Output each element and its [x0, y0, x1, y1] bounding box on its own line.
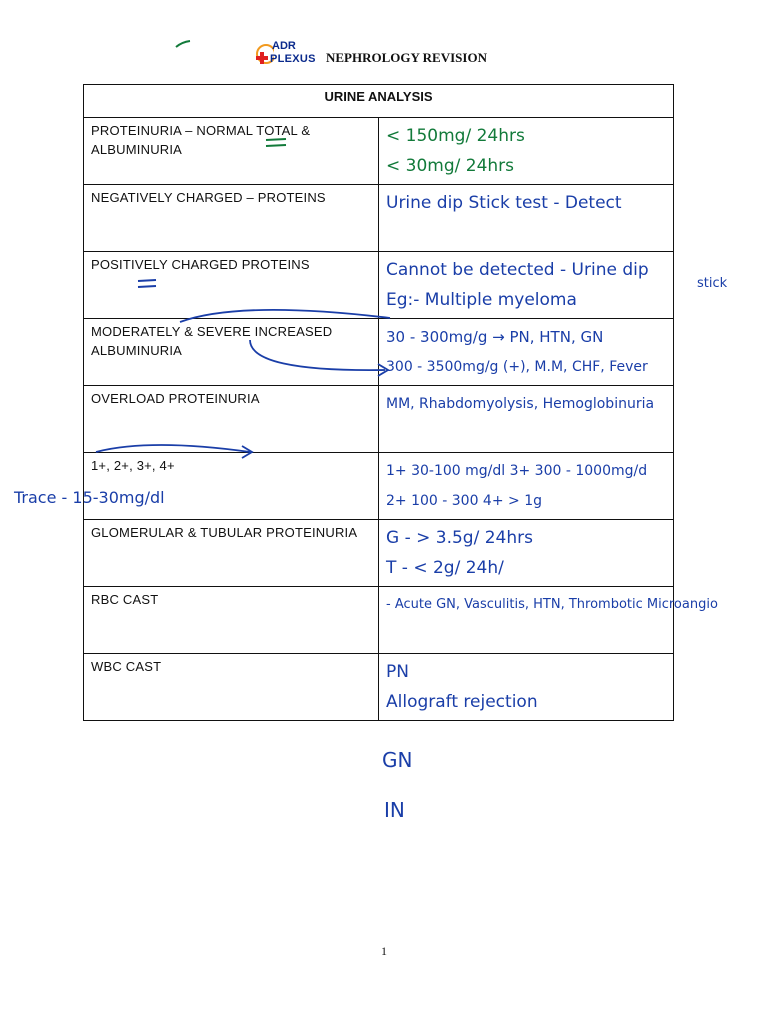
margin-note-stick: stick: [697, 276, 728, 291]
handwritten-note: 30 - 300mg/g → PN, HTN, GN: [386, 328, 604, 346]
handwritten-note: MM, Rhabdomyolysis, Hemoglobinuria: [386, 396, 655, 412]
row-notes: [379, 185, 674, 252]
handwritten-note: T - < 2g/ 24h/: [386, 558, 504, 578]
row-notes: [379, 520, 674, 587]
margin-note-extra-2: IN: [384, 798, 405, 822]
table-heading-row: [84, 85, 674, 118]
green-tick-mark: [176, 41, 190, 47]
handwritten-note: Eg:- Multiple myeloma: [386, 290, 577, 310]
row-notes: [379, 453, 674, 520]
row-notes: [379, 654, 674, 721]
page-number: 1: [381, 944, 387, 958]
table-row: [84, 587, 674, 654]
handwritten-note: 2+ 100 - 300 4+ > 1g: [386, 493, 542, 509]
margin-note-trace: Trace - 15-30mg/dl: [14, 488, 165, 507]
table-heading: URINE ANALYSIS: [84, 85, 674, 118]
page-header: [252, 36, 512, 80]
table-row: [84, 185, 674, 252]
table-row: [84, 118, 674, 185]
handwritten-note: 1+ 30-100 mg/dl 3+ 300 - 1000mg/d: [386, 463, 648, 479]
table-row: [84, 520, 674, 587]
handwritten-note: < 30mg/ 24hrs: [386, 156, 515, 176]
handwritten-note: Allograft rejection: [386, 692, 538, 712]
row-notes: [379, 252, 674, 319]
adr-plexus-logo: [252, 36, 316, 80]
row-notes: [379, 587, 718, 654]
page-title: NEPHROLOGY REVISION: [326, 50, 487, 65]
handwritten-note: 300 - 3500mg/g (+), M.M, CHF, Fever: [386, 359, 648, 375]
row-label: 1+, 2+, 3+, 4+: [84, 453, 379, 520]
handwritten-note: Urine dip Stick test - Detect: [386, 193, 622, 213]
row-label: MODERATELY & SEVERE INCREASED ALBUMINURIA: [84, 319, 379, 386]
handwritten-note: Cannot be detected - Urine dip: [386, 260, 649, 280]
table-row: [84, 252, 674, 319]
table-row: [84, 386, 674, 453]
handwritten-note: PN: [386, 662, 409, 682]
urine-analysis-table: [83, 84, 718, 721]
table-row: [84, 453, 674, 520]
logo-text-bottom: PLEXUS: [270, 53, 316, 65]
handwritten-note: G - > 3.5g/ 24hrs: [386, 528, 533, 548]
row-notes: [379, 118, 674, 185]
row-notes: [379, 319, 674, 386]
row-label: RBC CAST: [84, 587, 379, 654]
table-row: [84, 319, 674, 386]
margin-note-extra-1: GN: [382, 748, 413, 772]
row-label: PROTEINURIA – NORMAL TOTAL & ALBUMINURIA: [84, 118, 379, 185]
handwritten-note: < 150mg/ 24hrs: [386, 126, 525, 146]
logo-text-top: ADR: [272, 40, 296, 52]
row-label: WBC CAST: [84, 654, 379, 721]
row-label: OVERLOAD PROTEINURIA: [84, 386, 379, 453]
table-row: [84, 654, 674, 721]
row-notes: [379, 386, 674, 453]
row-label: NEGATIVELY CHARGED – PROTEINS: [84, 185, 379, 252]
row-label: POSITIVELY CHARGED PROTEINS: [84, 252, 379, 319]
row-label: GLOMERULAR & TUBULAR PROTEINURIA: [84, 520, 379, 587]
handwritten-note: - Acute GN, Vasculitis, HTN, Thrombotic Microangio: [386, 597, 718, 612]
